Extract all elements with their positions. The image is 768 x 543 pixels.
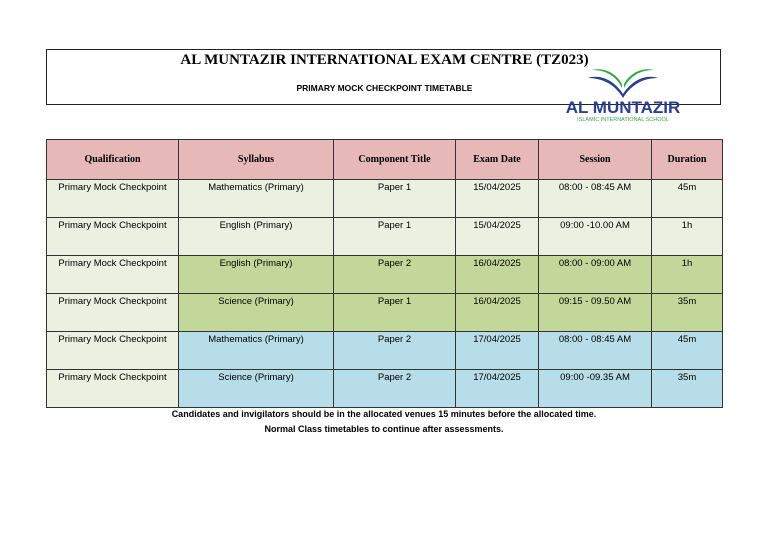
table-row (47, 294, 723, 332)
cell-exam-date: 15/04/2025 (456, 180, 539, 218)
cell-qualification: Primary Mock Checkpoint (47, 180, 179, 218)
table-row (47, 218, 723, 256)
cell-syllabus: Mathematics (Primary) (179, 332, 334, 370)
cell-qualification: Primary Mock Checkpoint (47, 294, 179, 332)
cell-session: 08:00 - 08:45 AM (539, 332, 652, 370)
col-header-qualification: Qualification (47, 140, 179, 180)
cell-session: 09:00 -10.00 AM (539, 218, 652, 256)
col-header-exam-date: Exam Date (456, 140, 539, 180)
cell-duration: 45m (652, 332, 723, 370)
cell-qualification: Primary Mock Checkpoint (47, 218, 179, 256)
cell-component-title: Paper 1 (334, 218, 456, 256)
cell-exam-date: 15/04/2025 (456, 218, 539, 256)
table-row (47, 256, 723, 294)
table-row (47, 180, 723, 218)
cell-qualification: Primary Mock Checkpoint (47, 332, 179, 370)
cell-component-title: Paper 2 (334, 256, 456, 294)
school-logo (558, 66, 688, 128)
logo-name: AL MUNTAZIR (565, 98, 681, 117)
cell-session: 09:15 - 09.50 AM (539, 294, 652, 332)
cell-session: 09:00 -09.35 AM (539, 370, 652, 408)
timetable (46, 139, 723, 408)
table-row (47, 332, 723, 370)
footer-note-classes: Normal Class timetables to continue after assessments. (264, 424, 504, 434)
cell-exam-date: 17/04/2025 (456, 332, 539, 370)
page-title: AL MUNTAZIR INTERNATIONAL EXAM CENTRE (TZ023) (180, 52, 589, 68)
cell-component-title: Paper 1 (334, 294, 456, 332)
cell-syllabus: English (Primary) (179, 218, 334, 256)
table-header-row (47, 140, 723, 180)
col-header-syllabus: Syllabus (179, 140, 334, 180)
cell-duration: 35m (652, 370, 723, 408)
cell-syllabus: Science (Primary) (179, 294, 334, 332)
open-book-icon (586, 66, 660, 100)
cell-exam-date: 17/04/2025 (456, 370, 539, 408)
cell-syllabus: Science (Primary) (179, 370, 334, 408)
cell-qualification: Primary Mock Checkpoint (47, 370, 179, 408)
page-subtitle: PRIMARY MOCK CHECKPOINT TIMETABLE (296, 83, 473, 93)
footer-note-arrival: Candidates and invigilators should be in the allocated venues 15 minutes before the allocated time. (171, 409, 597, 419)
cell-session: 08:00 - 09:00 AM (539, 256, 652, 294)
cell-duration: 45m (652, 180, 723, 218)
col-header-duration: Duration (652, 140, 723, 180)
col-header-component-title: Component Title (334, 140, 456, 180)
col-header-session: Session (539, 140, 652, 180)
table-row (47, 370, 723, 408)
cell-duration: 1h (652, 218, 723, 256)
logo-tagline: ISLAMIC INTERNATIONAL SCHOOL (577, 117, 669, 123)
cell-exam-date: 16/04/2025 (456, 256, 539, 294)
cell-component-title: Paper 2 (334, 370, 456, 408)
cell-duration: 35m (652, 294, 723, 332)
cell-exam-date: 16/04/2025 (456, 294, 539, 332)
cell-syllabus: Mathematics (Primary) (179, 180, 334, 218)
cell-component-title: Paper 1 (334, 180, 456, 218)
cell-qualification: Primary Mock Checkpoint (47, 256, 179, 294)
cell-session: 08:00 - 08:45 AM (539, 180, 652, 218)
cell-component-title: Paper 2 (334, 332, 456, 370)
cell-duration: 1h (652, 256, 723, 294)
cell-syllabus: English (Primary) (179, 256, 334, 294)
